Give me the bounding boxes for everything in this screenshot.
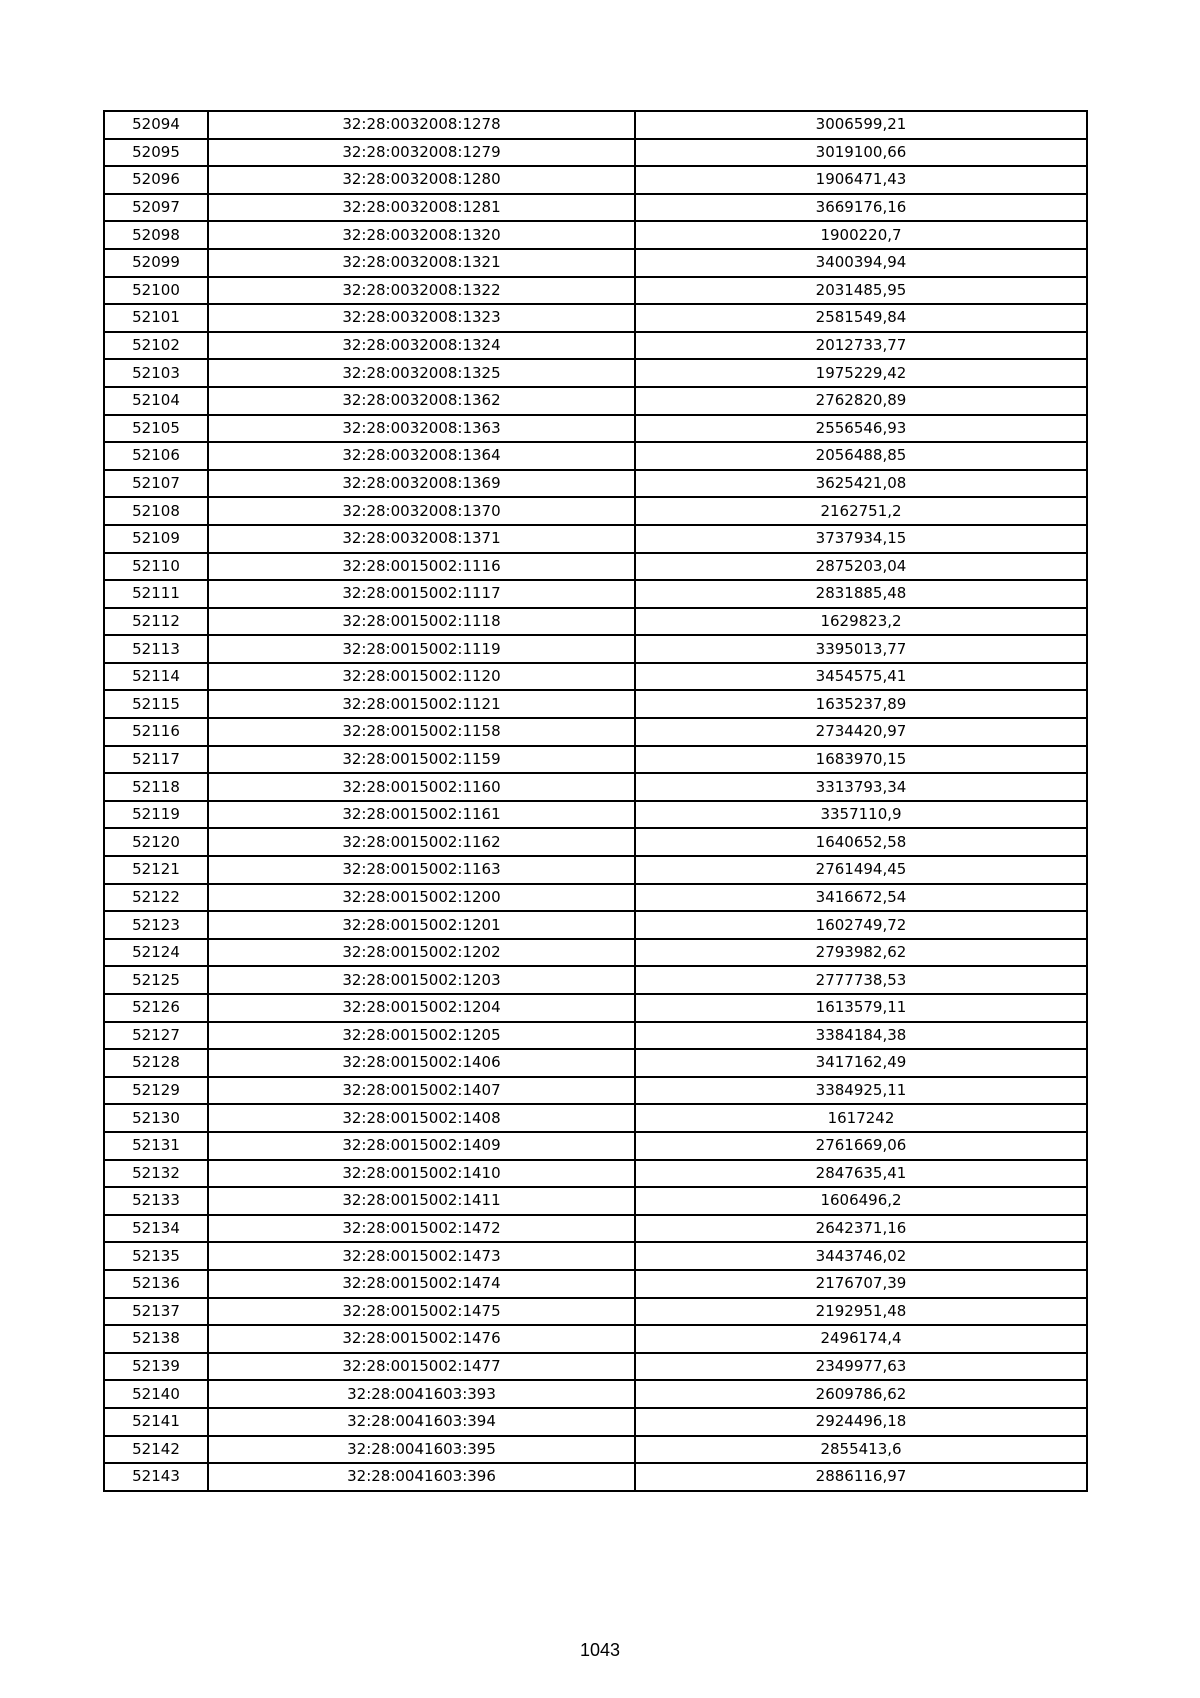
- table-row: [104, 553, 1087, 581]
- cadastral-number-cell: 32:28:0015002:1476: [208, 1325, 635, 1353]
- row-number-cell: 52102: [104, 332, 208, 360]
- value-cell: 2176707,39: [635, 1270, 1087, 1298]
- value-cell: 3384184,38: [635, 1022, 1087, 1050]
- table-row: [104, 608, 1087, 636]
- value-cell: 3384925,11: [635, 1077, 1087, 1105]
- table-row: [104, 939, 1087, 967]
- value-cell: 2886116,97: [635, 1463, 1087, 1491]
- value-cell: 3416672,54: [635, 884, 1087, 912]
- cadastral-number-cell: 32:28:0032008:1362: [208, 387, 635, 415]
- row-number-cell: 52128: [104, 1049, 208, 1077]
- row-number-cell: 52130: [104, 1104, 208, 1132]
- cadastral-number-cell: 32:28:0015002:1161: [208, 801, 635, 829]
- value-cell: 2831885,48: [635, 580, 1087, 608]
- row-number-cell: 52125: [104, 966, 208, 994]
- value-cell: 1635237,89: [635, 690, 1087, 718]
- cadastral-number-cell: 32:28:0032008:1370: [208, 497, 635, 525]
- row-number-cell: 52095: [104, 139, 208, 167]
- cadastral-number-cell: 32:28:0015002:1203: [208, 966, 635, 994]
- table-row: [104, 1077, 1087, 1105]
- value-cell: 2855413,6: [635, 1436, 1087, 1464]
- value-cell: 2031485,95: [635, 277, 1087, 305]
- row-number-cell: 52098: [104, 221, 208, 249]
- row-number-cell: 52136: [104, 1270, 208, 1298]
- value-cell: 2793982,62: [635, 939, 1087, 967]
- value-cell: 2556546,93: [635, 415, 1087, 443]
- value-cell: 1900220,7: [635, 221, 1087, 249]
- table-row: [104, 966, 1087, 994]
- table-row: [104, 249, 1087, 277]
- row-number-cell: 52122: [104, 884, 208, 912]
- row-number-cell: 52134: [104, 1215, 208, 1243]
- data-table: [103, 110, 1088, 1492]
- table-body: [104, 111, 1087, 1491]
- cadastral-number-cell: 32:28:0032008:1279: [208, 139, 635, 167]
- value-cell: 2924496,18: [635, 1408, 1087, 1436]
- row-number-cell: 52118: [104, 773, 208, 801]
- table-row: [104, 1132, 1087, 1160]
- value-cell: 1602749,72: [635, 911, 1087, 939]
- row-number-cell: 52119: [104, 801, 208, 829]
- row-number-cell: 52120: [104, 828, 208, 856]
- cadastral-number-cell: 32:28:0015002:1406: [208, 1049, 635, 1077]
- cadastral-number-cell: 32:28:0015002:1474: [208, 1270, 635, 1298]
- cadastral-number-cell: 32:28:0015002:1408: [208, 1104, 635, 1132]
- value-cell: 3313793,34: [635, 773, 1087, 801]
- cadastral-number-cell: 32:28:0015002:1117: [208, 580, 635, 608]
- row-number-cell: 52100: [104, 277, 208, 305]
- value-cell: 2875203,04: [635, 553, 1087, 581]
- value-cell: 1617242: [635, 1104, 1087, 1132]
- cadastral-number-cell: 32:28:0015002:1200: [208, 884, 635, 912]
- table-row: [104, 139, 1087, 167]
- table-row: [104, 856, 1087, 884]
- row-number-cell: 52099: [104, 249, 208, 277]
- table-row: [104, 1436, 1087, 1464]
- value-cell: 3395013,77: [635, 635, 1087, 663]
- row-number-cell: 52138: [104, 1325, 208, 1353]
- row-number-cell: 52129: [104, 1077, 208, 1105]
- table-row: [104, 497, 1087, 525]
- value-cell: 2761494,45: [635, 856, 1087, 884]
- value-cell: 2734420,97: [635, 718, 1087, 746]
- table-row: [104, 1463, 1087, 1491]
- cadastral-number-cell: 32:28:0015002:1121: [208, 690, 635, 718]
- row-number-cell: 52097: [104, 194, 208, 222]
- table-row: [104, 635, 1087, 663]
- cadastral-number-cell: 32:28:0032008:1321: [208, 249, 635, 277]
- table-row: [104, 1215, 1087, 1243]
- table-row: [104, 442, 1087, 470]
- cadastral-number-cell: 32:28:0015002:1205: [208, 1022, 635, 1050]
- table-row: [104, 718, 1087, 746]
- row-number-cell: 52121: [104, 856, 208, 884]
- row-number-cell: 52117: [104, 746, 208, 774]
- table-row: [104, 773, 1087, 801]
- value-cell: 1906471,43: [635, 166, 1087, 194]
- cadastral-number-cell: 32:28:0015002:1410: [208, 1160, 635, 1188]
- value-cell: 2192951,48: [635, 1298, 1087, 1326]
- table-row: [104, 1298, 1087, 1326]
- table-row: [104, 1353, 1087, 1381]
- row-number-cell: 52101: [104, 304, 208, 332]
- row-number-cell: 52096: [104, 166, 208, 194]
- value-cell: 2609786,62: [635, 1380, 1087, 1408]
- table-row: [104, 580, 1087, 608]
- cadastral-number-cell: 32:28:0015002:1472: [208, 1215, 635, 1243]
- cadastral-number-cell: 32:28:0032008:1278: [208, 111, 635, 139]
- value-cell: 3737934,15: [635, 525, 1087, 553]
- cadastral-number-cell: 32:28:0015002:1162: [208, 828, 635, 856]
- row-number-cell: 52115: [104, 690, 208, 718]
- cadastral-number-cell: 32:28:0015002:1407: [208, 1077, 635, 1105]
- cadastral-number-cell: 32:28:0032008:1280: [208, 166, 635, 194]
- row-number-cell: 52106: [104, 442, 208, 470]
- cadastral-number-cell: 32:28:0032008:1369: [208, 470, 635, 498]
- cadastral-number-cell: 32:28:0041603:394: [208, 1408, 635, 1436]
- page-number: 1043: [579, 1640, 621, 1660]
- cadastral-number-cell: 32:28:0015002:1201: [208, 911, 635, 939]
- value-cell: 3443746,02: [635, 1242, 1087, 1270]
- cadastral-number-cell: 32:28:0015002:1159: [208, 746, 635, 774]
- row-number-cell: 52110: [104, 553, 208, 581]
- table-row: [104, 1242, 1087, 1270]
- cadastral-number-cell: 32:28:0015002:1158: [208, 718, 635, 746]
- value-cell: 3417162,49: [635, 1049, 1087, 1077]
- table-row: [104, 1408, 1087, 1436]
- value-cell: 1629823,2: [635, 608, 1087, 636]
- cadastral-number-cell: 32:28:0041603:395: [208, 1436, 635, 1464]
- table-row: [104, 525, 1087, 553]
- cadastral-number-cell: 32:28:0015002:1411: [208, 1187, 635, 1215]
- row-number-cell: 52132: [104, 1160, 208, 1188]
- value-cell: 2056488,85: [635, 442, 1087, 470]
- row-number-cell: 52123: [104, 911, 208, 939]
- cadastral-number-cell: 32:28:0032008:1323: [208, 304, 635, 332]
- table-row: [104, 746, 1087, 774]
- value-cell: 2012733,77: [635, 332, 1087, 360]
- cadastral-number-cell: 32:28:0015002:1163: [208, 856, 635, 884]
- cadastral-number-cell: 32:28:0015002:1204: [208, 994, 635, 1022]
- row-number-cell: 52143: [104, 1463, 208, 1491]
- row-number-cell: 52104: [104, 387, 208, 415]
- value-cell: 2642371,16: [635, 1215, 1087, 1243]
- row-number-cell: 52111: [104, 580, 208, 608]
- table-row: [104, 1380, 1087, 1408]
- value-cell: 1640652,58: [635, 828, 1087, 856]
- table-row: [104, 1187, 1087, 1215]
- row-number-cell: 52107: [104, 470, 208, 498]
- row-number-cell: 52127: [104, 1022, 208, 1050]
- table-row: [104, 166, 1087, 194]
- table-row: [104, 801, 1087, 829]
- cadastral-number-cell: 32:28:0015002:1118: [208, 608, 635, 636]
- table-row: [104, 332, 1087, 360]
- value-cell: 2162751,2: [635, 497, 1087, 525]
- row-number-cell: 52109: [104, 525, 208, 553]
- row-number-cell: 52116: [104, 718, 208, 746]
- value-cell: 3019100,66: [635, 139, 1087, 167]
- row-number-cell: 52126: [104, 994, 208, 1022]
- value-cell: 1613579,11: [635, 994, 1087, 1022]
- row-number-cell: 52124: [104, 939, 208, 967]
- cadastral-number-cell: 32:28:0015002:1160: [208, 773, 635, 801]
- cadastral-number-cell: 32:28:0015002:1116: [208, 553, 635, 581]
- table-row: [104, 221, 1087, 249]
- value-cell: 2762820,89: [635, 387, 1087, 415]
- cadastral-number-cell: 32:28:0032008:1371: [208, 525, 635, 553]
- table-row: [104, 994, 1087, 1022]
- table-row: [104, 1160, 1087, 1188]
- value-cell: 1975229,42: [635, 359, 1087, 387]
- cadastral-number-cell: 32:28:0032008:1325: [208, 359, 635, 387]
- value-cell: 1683970,15: [635, 746, 1087, 774]
- cadastral-number-cell: 32:28:0015002:1477: [208, 1353, 635, 1381]
- cadastral-number-cell: 32:28:0015002:1409: [208, 1132, 635, 1160]
- value-cell: 2777738,53: [635, 966, 1087, 994]
- value-cell: 2349977,63: [635, 1353, 1087, 1381]
- row-number-cell: 52112: [104, 608, 208, 636]
- cadastral-number-cell: 32:28:0015002:1473: [208, 1242, 635, 1270]
- table-row: [104, 387, 1087, 415]
- value-cell: 2581549,84: [635, 304, 1087, 332]
- table-row: [104, 304, 1087, 332]
- table-row: [104, 1270, 1087, 1298]
- value-cell: 3669176,16: [635, 194, 1087, 222]
- table-row: [104, 828, 1087, 856]
- cadastral-number-cell: 32:28:0041603:393: [208, 1380, 635, 1408]
- cadastral-number-cell: 32:28:0032008:1324: [208, 332, 635, 360]
- table-row: [104, 277, 1087, 305]
- row-number-cell: 52114: [104, 663, 208, 691]
- row-number-cell: 52140: [104, 1380, 208, 1408]
- table-row: [104, 884, 1087, 912]
- table-row: [104, 194, 1087, 222]
- value-cell: 2761669,06: [635, 1132, 1087, 1160]
- table-row: [104, 1325, 1087, 1353]
- cadastral-number-cell: 32:28:0015002:1475: [208, 1298, 635, 1326]
- table-row: [104, 470, 1087, 498]
- value-cell: 2496174,4: [635, 1325, 1087, 1353]
- row-number-cell: 52108: [104, 497, 208, 525]
- row-number-cell: 52133: [104, 1187, 208, 1215]
- row-number-cell: 52105: [104, 415, 208, 443]
- cadastral-number-cell: 32:28:0032008:1364: [208, 442, 635, 470]
- row-number-cell: 52103: [104, 359, 208, 387]
- row-number-cell: 52137: [104, 1298, 208, 1326]
- value-cell: 3357110,9: [635, 801, 1087, 829]
- value-cell: 3400394,94: [635, 249, 1087, 277]
- table-row: [104, 1104, 1087, 1132]
- table-row: [104, 690, 1087, 718]
- value-cell: 3454575,41: [635, 663, 1087, 691]
- cadastral-number-cell: 32:28:0032008:1281: [208, 194, 635, 222]
- table-row: [104, 663, 1087, 691]
- cadastral-number-cell: 32:28:0015002:1120: [208, 663, 635, 691]
- value-cell: 3625421,08: [635, 470, 1087, 498]
- row-number-cell: 52113: [104, 635, 208, 663]
- row-number-cell: 52142: [104, 1436, 208, 1464]
- cadastral-number-cell: 32:28:0041603:396: [208, 1463, 635, 1491]
- cadastral-number-cell: 32:28:0015002:1202: [208, 939, 635, 967]
- cadastral-number-cell: 32:28:0015002:1119: [208, 635, 635, 663]
- value-cell: 1606496,2: [635, 1187, 1087, 1215]
- row-number-cell: 52131: [104, 1132, 208, 1160]
- row-number-cell: 52139: [104, 1353, 208, 1381]
- value-cell: 3006599,21: [635, 111, 1087, 139]
- row-number-cell: 52141: [104, 1408, 208, 1436]
- table-row: [104, 359, 1087, 387]
- table-row: [104, 1022, 1087, 1050]
- value-cell: 2847635,41: [635, 1160, 1087, 1188]
- table-row: [104, 111, 1087, 139]
- cadastral-number-cell: 32:28:0032008:1322: [208, 277, 635, 305]
- row-number-cell: 52135: [104, 1242, 208, 1270]
- table-row: [104, 415, 1087, 443]
- row-number-cell: 52094: [104, 111, 208, 139]
- table-row: [104, 1049, 1087, 1077]
- cadastral-number-cell: 32:28:0032008:1320: [208, 221, 635, 249]
- cadastral-number-cell: 32:28:0032008:1363: [208, 415, 635, 443]
- table-row: [104, 911, 1087, 939]
